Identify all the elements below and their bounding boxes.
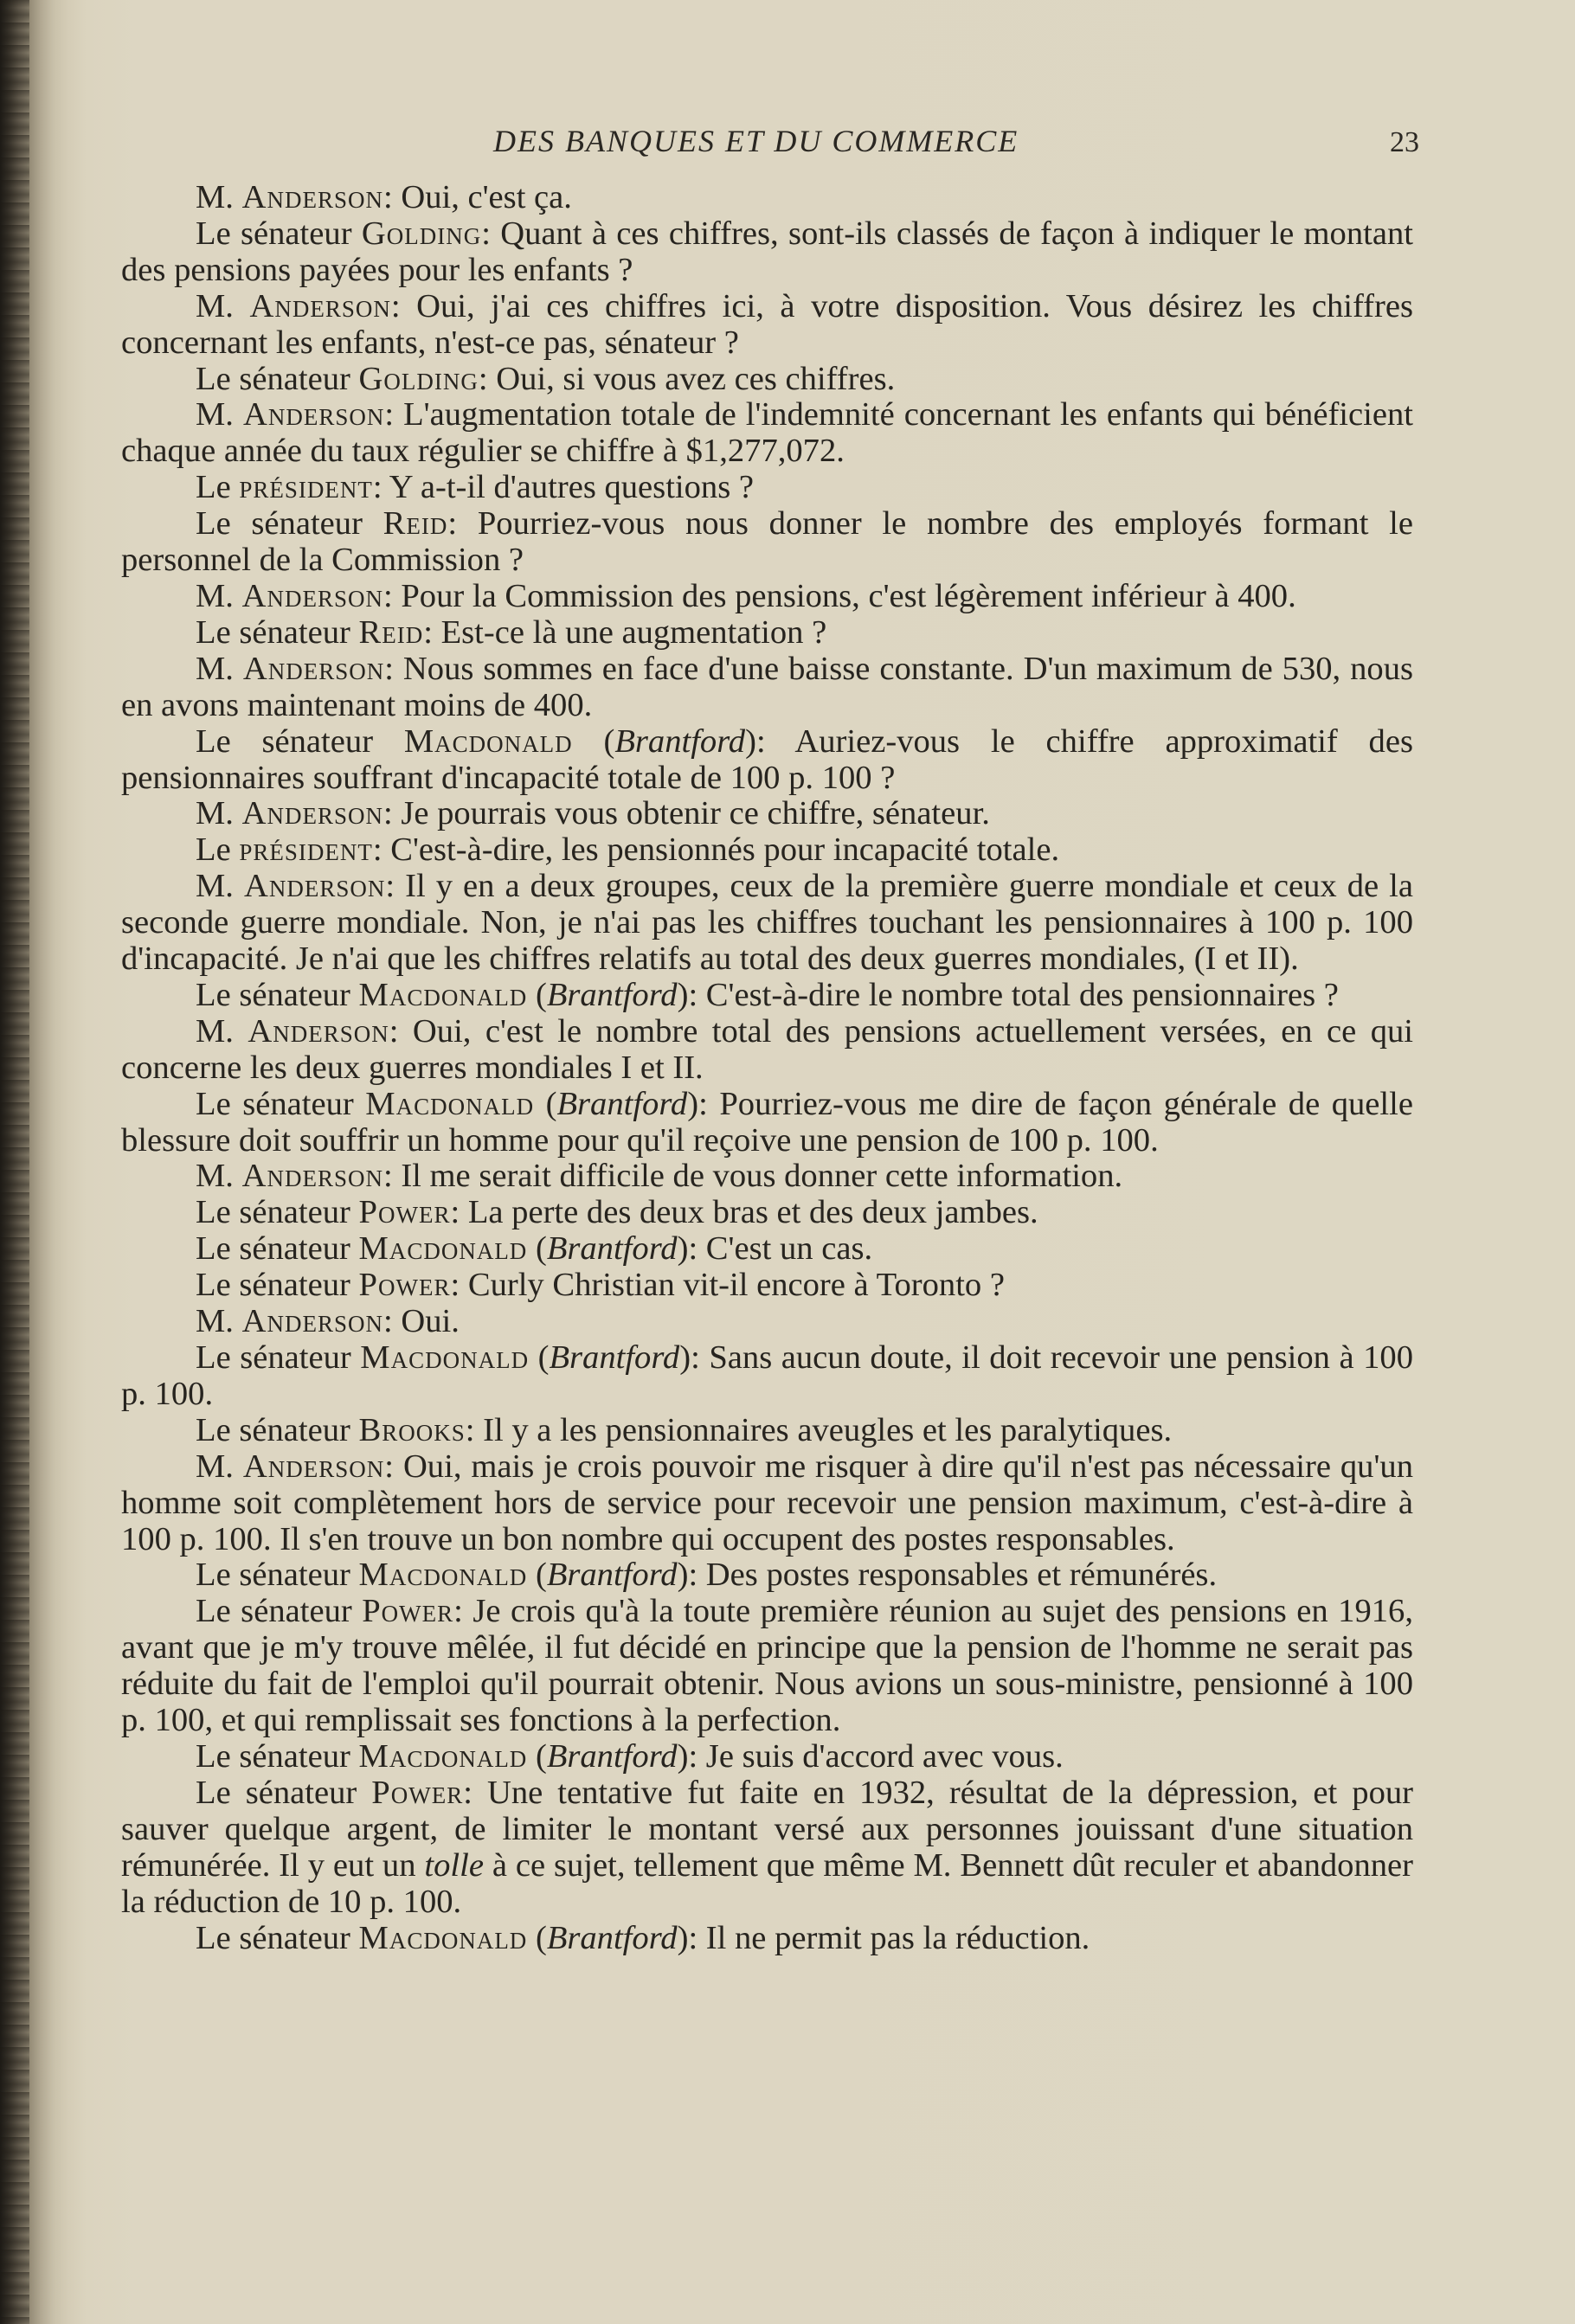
speech-text: : L'augmentation totale de l'indemnité concernant les enfants qui bénéficient chaque année du taux régulier se chiffre à $1,277,072. (121, 396, 1413, 470)
paragraph (121, 289, 1413, 362)
speech-text: : C'est un cas. (688, 1230, 873, 1268)
speaker-name: président (239, 469, 373, 506)
speaker-note-open: ( (527, 1737, 547, 1775)
page-number: 23 (1390, 126, 1419, 158)
speaker-prefix: Le sénateur (196, 722, 404, 760)
speech-text: : Oui. (382, 1303, 460, 1340)
paragraph (121, 1739, 1413, 1775)
speaker-note-close: ) (687, 1085, 699, 1122)
paragraph (121, 180, 1413, 216)
speech-text: : Il y a les pensionnaires aveugles et les paralytiques. (465, 1411, 1173, 1448)
speaker-prefix: Le sénateur (196, 1339, 361, 1376)
speaker-note-open: ( (527, 1230, 547, 1268)
paragraph (121, 1304, 1413, 1340)
speaker-name: Anderson (242, 1448, 385, 1485)
speaker-name: Macdonald (365, 1085, 535, 1122)
speaker-name: Anderson (241, 795, 383, 832)
speaker-riding: Brantford (556, 1085, 688, 1122)
speaker-name: Anderson (244, 868, 386, 905)
paragraph (121, 1921, 1413, 1957)
speaker-name: Macdonald (358, 1557, 528, 1594)
speaker-note-close: ) (677, 1557, 689, 1594)
speaker-name: président (239, 831, 373, 869)
paragraph (121, 1449, 1413, 1558)
speech-text: : Il y en a deux groupes, ceux de la première guerre mondiale et ceux de la seconde guerre mondiale. Non, je n'ai pas les chiffres touchant les pensionnaires à 100 p. 100 d'incapacité. Je n'ai que les chiffres relatifs au total des deux guerres mondiales, (I et II). (121, 868, 1414, 978)
speaker-note-close: ) (677, 976, 689, 1013)
speaker-note-open: ( (527, 1919, 547, 1956)
speech-text: : Je suis d'accord avec vous. (688, 1737, 1064, 1775)
speaker-riding: Brantford (546, 1737, 678, 1775)
speaker-name: Macdonald (358, 1737, 528, 1775)
speaker-name: Power (358, 1267, 451, 1304)
speech-text: : Des postes responsables et rémunérés. (688, 1557, 1218, 1594)
speaker-prefix: Le sénateur (196, 215, 362, 252)
speech-text: : Oui, mais je crois pouvoir me risquer à dire qu'il n'est pas nécessaire qu'un homme soit complètement hors de service pour recevoir une pension maximum, c'est-à-dire à 100 p. 100. Il s'en trouve un bon nombre qui occupent des postes responsables. (121, 1448, 1413, 1557)
speech-text: : Une tentative fut faite en 1932, résultat de la dépression, et pour sauver quelque argent, de limiter le montant versé aux personnes jouissant d'une situation rémunérée. Il y eut un (121, 1774, 1413, 1884)
speaker-prefix: Le sénateur (196, 505, 383, 542)
speech-text: : Nous sommes en face d'une baisse constante. D'un maximum de 530, nous en avons maintenant moins de 400. (121, 650, 1413, 723)
speaker-name: Macdonald (360, 1339, 530, 1376)
speech-text: : Auriez-vous le chiffre approximatif des pensionnaires souffrant d'incapacité totale de 100 p. 100 ? (121, 722, 1413, 796)
speaker-prefix: Le sénateur (196, 1411, 359, 1448)
speaker-name: Anderson (241, 1158, 383, 1195)
speaker-name: Brooks (358, 1411, 466, 1448)
speaker-name: Golding (361, 215, 482, 252)
speaker-prefix: Le sénateur (196, 1737, 359, 1775)
paragraph (121, 1159, 1413, 1195)
speaker-prefix: Le sénateur (196, 613, 359, 651)
speaker-note-close: ) (677, 1737, 689, 1775)
paragraph (121, 652, 1413, 724)
speaker-note-close: ) (677, 1919, 689, 1956)
speaker-riding: Brantford (549, 1339, 680, 1376)
speaker-prefix: Le sénateur (196, 1557, 359, 1594)
speech-text: : Je crois qu'à la toute première réunion au sujet des pensions en 1916, avant que je m'y trouve mêlée, il fut décidé en principe que la pension de l'homme ne serait pas réduite du fait de l'emploi qu'il pourrait obtenir. Nous avions un sous-ministre, pensionné à 100 p. 100, et qui remplissait ses fonctions à la perfection. (121, 1593, 1413, 1739)
paragraph (121, 1413, 1413, 1449)
speaker-riding: Brantford (546, 1557, 678, 1594)
paragraph (121, 1231, 1413, 1268)
speaker-prefix: M. (196, 577, 242, 614)
paragraph (121, 470, 1413, 506)
speaker-prefix: M. (196, 1012, 248, 1050)
speaker-note-close: ) (679, 1339, 691, 1376)
paragraph (121, 1557, 1413, 1594)
speech-text: : Oui, c'est le nombre total des pensions actuellement versées, en ce qui concerne les deux guerres mondiales I et II. (121, 1012, 1414, 1086)
speaker-prefix: Le sénateur (196, 1194, 359, 1231)
text-column (121, 180, 1413, 1956)
speaker-name: Power (362, 1593, 454, 1630)
speaker-name: Anderson (242, 650, 385, 687)
speech-text: : Pourriez-vous nous donner le nombre des employés formant le personnel de la Commission ? (121, 505, 1413, 579)
speaker-prefix: Le sénateur (196, 1919, 359, 1956)
paragraph (121, 1014, 1413, 1087)
running-head (121, 123, 1419, 166)
speaker-prefix: Le (196, 469, 240, 506)
speech-text: : Oui, c'est ça. (382, 179, 572, 215)
speaker-name: Anderson (249, 287, 391, 324)
speaker-prefix: M. (196, 287, 250, 324)
speaker-name: Anderson (241, 1303, 383, 1340)
speech-text: : Sans aucun doute, il doit recevoir une pension à 100 p. 100. (121, 1339, 1413, 1412)
running-title: DES BANQUES ET DU COMMERCE (493, 124, 1019, 158)
paragraph (121, 579, 1413, 615)
speaker-name: Macdonald (358, 1230, 528, 1268)
speech-text: : Est-ce là une augmentation ? (423, 613, 827, 651)
speaker-prefix: M. (196, 1158, 242, 1195)
speaker-prefix: M. (196, 1448, 243, 1485)
speaker-prefix: M. (196, 795, 242, 832)
speaker-name: Macdonald (403, 722, 573, 760)
speech-text: : Pour la Commission des pensions, c'est légèrement inférieur à 400. (382, 577, 1296, 614)
speech-text: : Pourriez-vous me dire de façon générale de quelle blessure doit souffrir un homme pour qu'il reçoive une pension de 100 p. 100. (121, 1085, 1413, 1159)
speaker-prefix: Le sénateur (196, 360, 359, 397)
speaker-name: Anderson (241, 577, 383, 614)
speaker-riding: Brantford (614, 722, 746, 760)
speaker-note-open: ( (527, 1557, 547, 1594)
speech-text: : Je pourrais vous obtenir ce chiffre, sénateur. (382, 795, 990, 832)
speech-text: : Quant à ces chiffres, sont-ils classés de façon à indiquer le montant des pensions payées pour les enfants ? (121, 215, 1413, 288)
paragraph (121, 978, 1413, 1014)
speech-text: : Oui, j'ai ces chiffres ici, à votre disposition. Vous désirez les chiffres concernant les enfants, n'est-ce pas, sénateur ? (121, 287, 1414, 361)
paragraph (121, 1594, 1413, 1739)
speaker-note-open: ( (529, 1339, 550, 1376)
speech-text: : Oui, si vous avez ces chiffres. (478, 360, 896, 397)
paragraph (121, 615, 1413, 652)
speaker-note-open: ( (572, 722, 615, 760)
speaker-prefix: M. (196, 650, 243, 687)
speech-emphasis: tolle (424, 1846, 484, 1884)
speaker-note-open: ( (527, 976, 547, 1013)
speech-text: : C'est-à-dire le nombre total des pensionnaires ? (688, 976, 1339, 1013)
paragraph (121, 216, 1413, 289)
speaker-riding: Brantford (546, 1919, 678, 1956)
paragraph (121, 832, 1413, 869)
speaker-prefix: M. (196, 868, 244, 905)
speech-text: : La perte des deux bras et des deux jambes. (450, 1194, 1038, 1231)
speaker-name: Reid (382, 505, 448, 542)
speech-text: : Il me serait difficile de vous donner cette information. (382, 1158, 1123, 1195)
paragraph (121, 796, 1413, 832)
speaker-note-open: ( (534, 1085, 557, 1122)
speaker-prefix: Le sénateur (196, 976, 359, 1013)
speaker-name: Power (358, 1194, 451, 1231)
paragraph (121, 506, 1413, 579)
paragraph (121, 1775, 1413, 1921)
speaker-prefix: M. (196, 1303, 242, 1340)
speaker-prefix: Le sénateur (196, 1085, 366, 1122)
speaker-note-close: ) (745, 722, 756, 760)
speaker-name: Anderson (242, 396, 385, 433)
speaker-riding: Brantford (546, 1230, 678, 1268)
book-spine-shadow (0, 0, 29, 2324)
speaker-name: Golding (358, 360, 479, 397)
speech-text: : Y a-t-il d'autres questions ? (372, 469, 754, 506)
speech-text: : Il ne permit pas la réduction. (688, 1919, 1090, 1956)
speaker-prefix: Le sénateur (196, 1774, 372, 1811)
speaker-prefix: Le (196, 831, 240, 869)
speaker-name: Power (371, 1774, 464, 1811)
paragraph (121, 1340, 1413, 1413)
speech-text: : C'est-à-dire, les pensionnés pour incapacité totale. (372, 831, 1060, 869)
paragraph (121, 869, 1413, 978)
speaker-riding: Brantford (546, 976, 678, 1013)
paragraph (121, 397, 1413, 470)
speaker-prefix: M. (196, 396, 243, 433)
speech-text-continued: à ce sujet, tellement que même M. Bennett dût reculer et abandonner la réduction de 10 p. 100. (121, 1846, 1414, 1920)
speaker-prefix: Le sénateur (196, 1267, 359, 1304)
speaker-name: Anderson (248, 1012, 389, 1050)
speaker-prefix: M. (196, 179, 242, 215)
speaker-name: Macdonald (358, 1919, 528, 1956)
speaker-prefix: Le sénateur (196, 1593, 363, 1630)
speaker-name: Reid (358, 613, 424, 651)
paragraph (121, 724, 1413, 797)
speech-text: : Curly Christian vit-il encore à Toronto ? (450, 1267, 1005, 1304)
paragraph (121, 1268, 1413, 1304)
paragraph (121, 1087, 1413, 1159)
paragraph (121, 362, 1413, 398)
speaker-name: Anderson (241, 179, 383, 215)
paragraph (121, 1195, 1413, 1231)
speaker-prefix: Le sénateur (196, 1230, 359, 1268)
speaker-name: Macdonald (358, 976, 528, 1013)
speaker-note-close: ) (677, 1230, 689, 1268)
